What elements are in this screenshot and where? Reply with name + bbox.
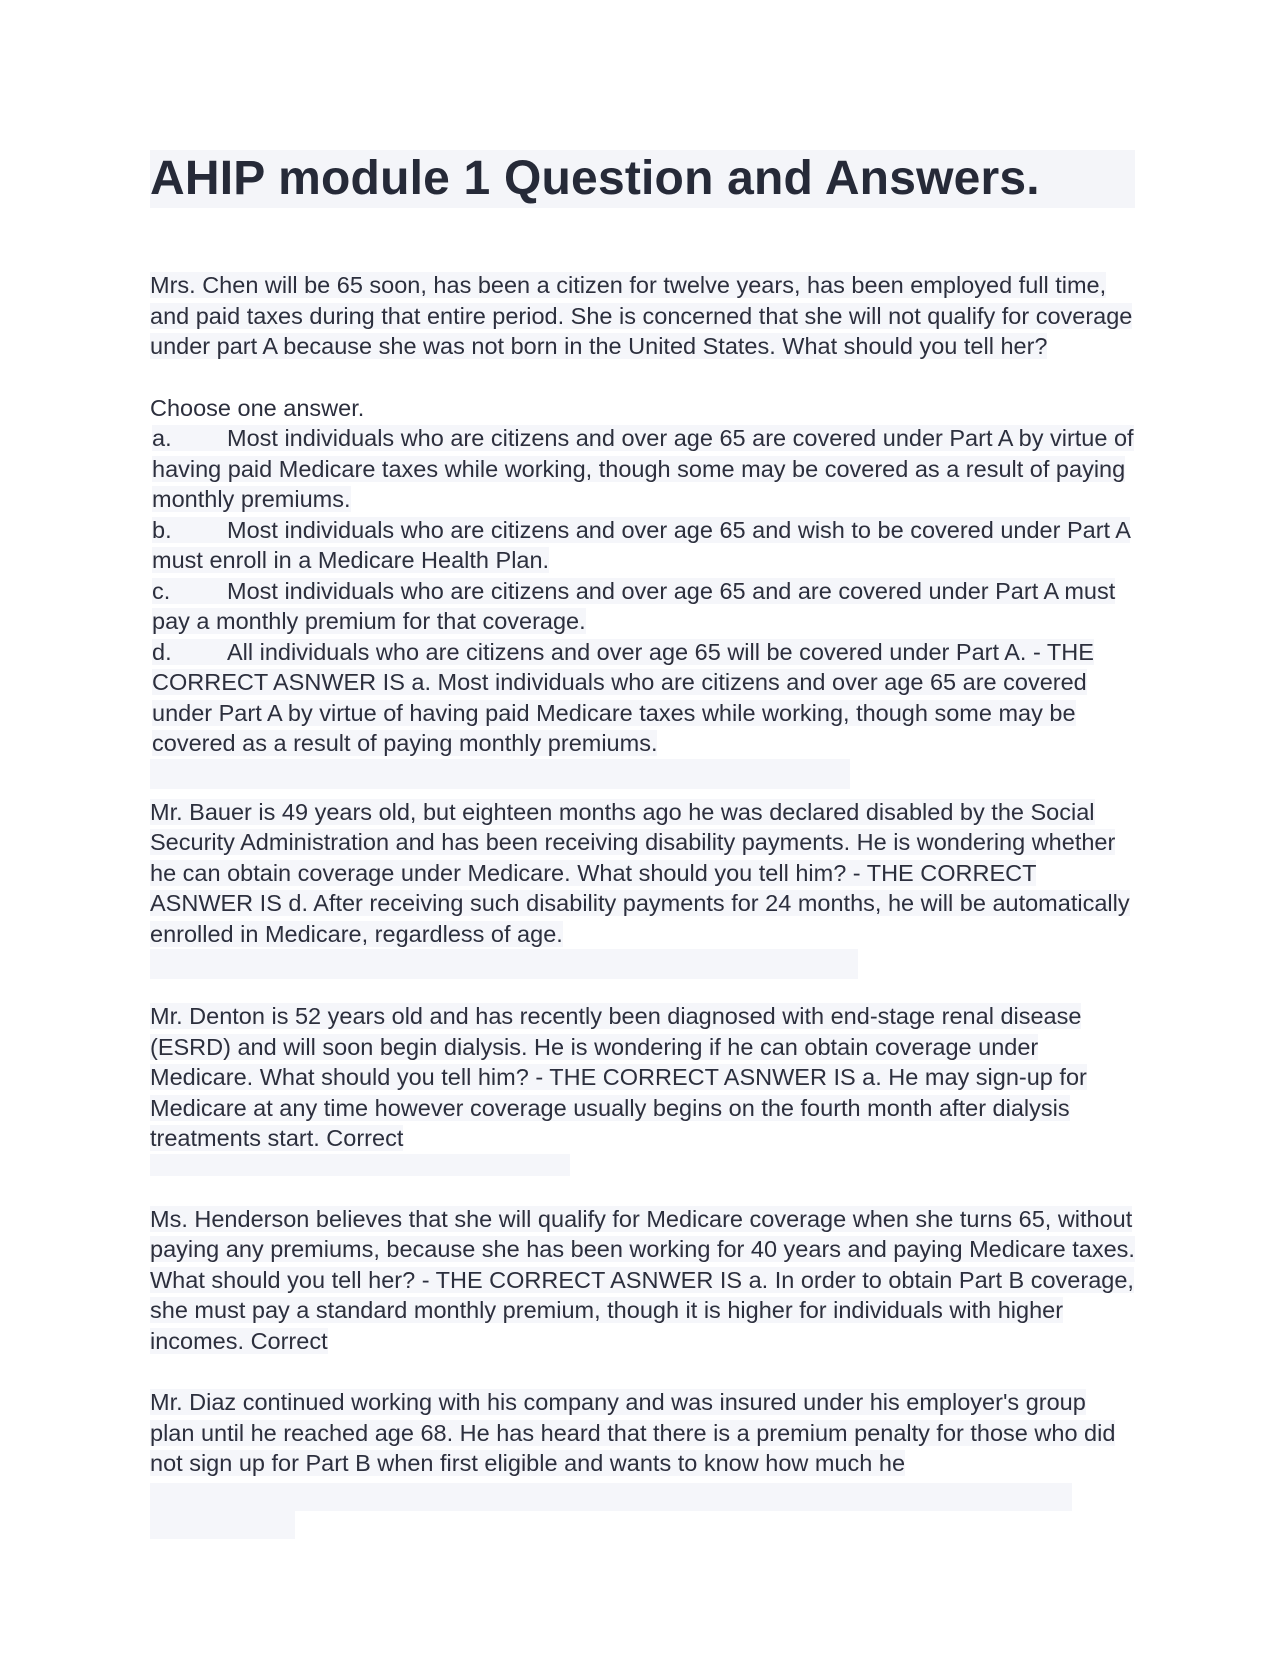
- question-4-text: Ms. Henderson believes that she will qualify for Medicare coverage when she turns 65, without paying any premiums, because she has been working for 40 years and paying Medicare taxes. What should you tell her? - THE CORRECT ASNWER IS a. In order to obtain Part B coverage, she must pay a standard monthly premium, though it is higher for individuals with higher incomes. Correct: [150, 1205, 1135, 1354]
- highlight-spacer: [150, 1154, 570, 1176]
- document-title: AHIP module 1 Question and Answers.: [150, 150, 1135, 208]
- question-5-text: Mr. Diaz continued working with his company and was insured under his employer's group plan until he reached age 68. He has heard that there is a premium penalty for those who did not sign up for Part B when first eligible and wants to know how much he: [150, 1389, 1116, 1476]
- option-b: [150, 515, 1135, 576]
- question-2-text: Mr. Bauer is 49 years old, but eighteen months ago he was declared disabled by the Social Security Administration and has been receiving disability payments. He is wondering whether he can obtain coverage under Medicare. What should you tell him? - THE CORRECT ASNWER IS d. After receiving such disability payments for 24 months, he will be automatically enrolled in Medicare, regardless of age.: [150, 798, 1130, 947]
- option-d-text: All individuals who are citizens and over age 65 will be covered under Part A. - THE CORRECT ASNWER IS a. Most individuals who are citizens and over age 65 are covered under Part A by virtue of having paid Medicare taxes while working, though some may be covered as a result of paying monthly premiums.: [152, 638, 1094, 756]
- document-page: [150, 150, 1135, 1539]
- highlight-spacer: [150, 949, 858, 979]
- option-a: [150, 423, 1135, 515]
- option-d-letter: d.: [152, 638, 172, 665]
- question-1-choices: [150, 393, 1135, 789]
- option-b-letter: b.: [152, 516, 172, 543]
- choose-one-prompt: Choose one answer.: [150, 394, 365, 421]
- question-1-text: Mrs. Chen will be 65 soon, has been a citizen for twelve years, has been employed full time, and paid taxes during that entire period. She is concerned that she will not qualify for coverage under part A because she was not born in the United States. What should you tell her?: [150, 272, 1133, 359]
- highlight-spacer: [150, 1511, 295, 1539]
- question-3-text: Mr. Denton is 52 years old and has recently been diagnosed with end-stage renal disease (ESRD) and will soon begin dialysis. He is wondering if he can obtain coverage under Medicare. What should you tell him? - THE CORRECT ASNWER IS a. He may sign-up for Medicare at any time however coverage usually begins on the fourth month after dialysis treatments start. Correct: [150, 1003, 1087, 1151]
- option-c-text: Most individuals who are citizens and over age 65 and are covered under Part A must pay a monthly premium for that coverage.: [152, 577, 1116, 634]
- option-a-text: Most individuals who are citizens and over age 65 are covered under Part A by virtue of having paid Medicare taxes while working, though some may be covered as a result of paying monthly premiums.: [152, 425, 1134, 512]
- option-d: [150, 637, 1135, 759]
- option-c-letter: c.: [152, 577, 171, 604]
- highlight-spacer: [150, 759, 850, 789]
- option-c: [150, 576, 1135, 637]
- option-a-letter: a.: [152, 425, 172, 451]
- option-b-text: Most individuals who are citizens and over age 65 and wish to be covered under Part A must enroll in a Medicare Health Plan.: [152, 516, 1130, 573]
- highlight-spacer: [150, 1483, 1072, 1511]
